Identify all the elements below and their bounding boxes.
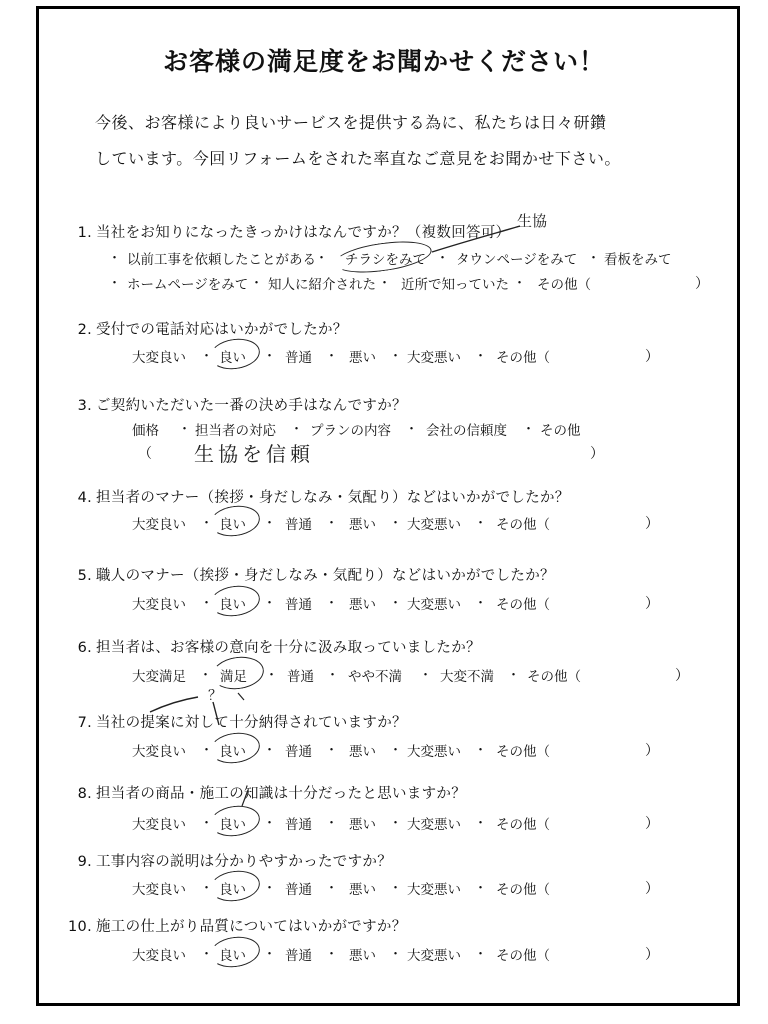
- q1-option-flyer: チラシをみて: [345, 252, 426, 268]
- q4-option-bad: 悪い: [349, 517, 376, 533]
- q7-option-very-good: 大変良い: [132, 744, 186, 760]
- q1-option-townpage: タウンページをみて: [456, 252, 578, 268]
- q8-option-other: その他（: [496, 817, 550, 833]
- q1-option-referral: 知人に紹介された: [268, 277, 376, 293]
- q8-option-good: 良い: [219, 817, 246, 833]
- q8-option-very-bad: 大変悪い: [407, 817, 461, 833]
- q9-option-normal: 普通: [285, 882, 312, 898]
- q2-option-normal: 普通: [285, 350, 312, 366]
- q1-option-signboard: 看板をみて: [604, 252, 672, 268]
- q8-option-very-good: 大変良い: [132, 817, 186, 833]
- q8-option-bad: 悪い: [349, 817, 376, 833]
- q9-option-bad: 悪い: [349, 882, 376, 898]
- q3-option-other: その他: [540, 423, 581, 439]
- question-8: 8. 担当者の商品・施工の知識は十分だったと思いますか？: [77, 786, 466, 802]
- question-10: 10. 施工の仕上がり品質についてはいかがですか？: [68, 919, 407, 935]
- q1-handwritten-note: 生協: [517, 212, 548, 230]
- question-7: 7. 当社の提案に対して十分納得されていますか？: [77, 715, 407, 731]
- q3-option-staff: 担当者の対応: [195, 423, 276, 439]
- q4-option-normal: 普通: [285, 517, 312, 533]
- q10-option-bad: 悪い: [349, 948, 376, 964]
- q9-option-very-bad: 大変悪い: [407, 882, 461, 898]
- q6-option-very-satisfied: 大変満足: [132, 669, 186, 685]
- q9-option-very-good: 大変良い: [132, 882, 186, 898]
- q7-option-bad: 悪い: [349, 744, 376, 760]
- q1-option-other: その他（: [537, 277, 591, 293]
- question-1: 1. 当社をお知りになったきっかけはなんですか？（複数回答可）: [77, 225, 511, 241]
- page-title: お客様の満足度をお聞かせください！: [162, 47, 605, 76]
- question-9: 9. 工事内容の説明は分かりやすかったですか？: [77, 854, 392, 870]
- q4-option-very-good: 大変良い: [132, 517, 186, 533]
- q5-option-very-good: 大変良い: [132, 597, 186, 613]
- q9-option-other: その他（: [496, 882, 550, 898]
- q10-option-other: その他（: [496, 948, 550, 964]
- q8-option-normal: 普通: [285, 817, 312, 833]
- q4-option-very-bad: 大変悪い: [407, 517, 461, 533]
- q5-option-normal: 普通: [285, 597, 312, 613]
- q5-option-very-bad: 大変悪い: [407, 597, 461, 613]
- q2-option-good: 良い: [219, 350, 246, 366]
- q7-handwritten-mark: ？: [208, 688, 222, 704]
- question-6: 6. 担当者は、お客様の意向を十分に汲み取っていましたか？: [77, 640, 481, 656]
- q10-option-normal: 普通: [285, 948, 312, 964]
- q10-option-very-good: 大変良い: [132, 948, 186, 964]
- q3-option-trust: 会社の信頼度: [426, 423, 507, 439]
- q1-option-homepage: ホームページをみて: [127, 277, 249, 293]
- q10-option-good: 良い: [219, 948, 246, 964]
- q2-option-bad: 悪い: [349, 350, 376, 366]
- q6-option-other: その他（: [527, 669, 581, 685]
- q5-option-good: 良い: [219, 597, 246, 613]
- q9-option-good: 良い: [219, 882, 246, 898]
- q6-option-somewhat-dissatisfied: やや不満: [348, 669, 402, 685]
- q5-option-bad: 悪い: [349, 597, 376, 613]
- q2-option-other: その他（: [496, 350, 550, 366]
- q5-option-other: その他（: [496, 597, 550, 613]
- q10-option-very-bad: 大変悪い: [407, 948, 461, 964]
- q3-option-price: 価格: [132, 423, 159, 439]
- question-4: 4. 担当者のマナー（挨拶・身だしなみ・気配り）などはいかがでしたか？: [77, 490, 570, 506]
- q4-option-good: 良い: [219, 517, 246, 533]
- q4-option-other: その他（: [496, 517, 550, 533]
- question-5: 5. 職人のマナー（挨拶・身だしなみ・気配り）などはいかがでしたか？: [77, 568, 555, 584]
- q1-option-neighborhood: 近所で知っていた: [401, 277, 509, 293]
- q2-option-very-bad: 大変悪い: [407, 350, 461, 366]
- q6-option-satisfied: 満足: [220, 669, 247, 685]
- q3-option-plan: プランの内容: [310, 423, 391, 439]
- q1-option-previous-work: 以前工事を依頼したことがある: [127, 252, 316, 268]
- q7-option-normal: 普通: [285, 744, 312, 760]
- question-2: 2. 受付での電話対応はいかがでしたか？: [77, 322, 348, 338]
- q3-handwritten-answer: 生協を信頼: [194, 442, 314, 466]
- q6-option-very-dissatisfied: 大変不満: [440, 669, 494, 685]
- question-3: 3. ご契約いただいた一番の決め手はなんですか？: [77, 398, 407, 414]
- intro-line-1: 今後、お客様により良いサービスを提供する為に、私たちは日々研鑽: [95, 113, 607, 132]
- q7-option-other: その他（: [496, 744, 550, 760]
- q6-option-normal: 普通: [287, 669, 314, 685]
- q2-option-very-good: 大変良い: [132, 350, 186, 366]
- intro-line-2: しています。今回リフォームをされた率直なご意見をお聞かせ下さい。: [95, 149, 621, 168]
- q7-option-good: 良い: [219, 744, 246, 760]
- q7-option-very-bad: 大変悪い: [407, 744, 461, 760]
